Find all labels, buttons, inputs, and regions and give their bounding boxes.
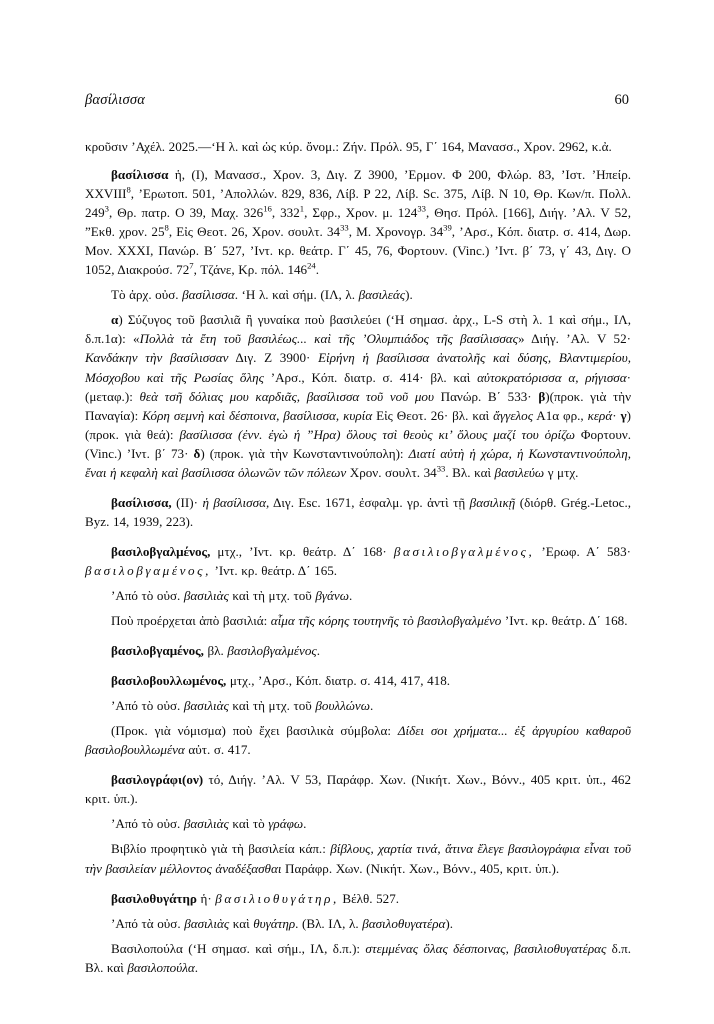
text-run: Βέλθ. 527.	[338, 890, 400, 906]
text-run: , Τζάνε, Κρ. πόλ. 146	[193, 262, 308, 278]
superscript: 24	[307, 260, 316, 271]
text-column	[85, 137, 631, 977]
text-run: Εἰς Θεοτ. 26· βλ. καὶ	[372, 407, 494, 423]
running-head: βασίλισσα	[85, 92, 146, 108]
superscript: 7	[189, 260, 194, 271]
text-run: κροῦσιν ’Αχέλ. 2025.—‘Η λ. καὶ ὡς κύρ. ὄνομ.: Ζήν. Πρόλ. 95, Γ΄ 164, Μανασσ., Χρον. 2962, κ.ἀ.	[85, 139, 612, 154]
text-run: . Βλ. καὶ	[445, 464, 495, 480]
text-run: μτχ., ’Αρσ., Κόπ. διατρ. σ. 414, 417, 418.	[226, 673, 451, 689]
text-run: .	[349, 587, 353, 603]
headword: βασίλισσα	[111, 167, 169, 183]
superscript: 33	[340, 222, 349, 233]
text-run: ’Από τὸ οὐσ.	[111, 816, 184, 832]
text-run: ἡ·	[196, 890, 216, 906]
text-run: ) Σύζυγος τοῦ βασιλιᾶ ἢ γυναίκα ποὺ βασιλεύει (‘Η σημασ. ἀρχ., L-S στὴ λ. 1 καὶ σήμ., ΙΛ, δ.π.1α): «	[85, 312, 631, 347]
quotation: βίβλους, χαρτία τινά, ἅτινα ἔλεγε βασιλογράφια εἶναι τοῦ τὴν βασιλείαν μέλλοντος ἀναδέξασθαι	[85, 841, 632, 876]
headword: βασιλοβγαμένος,	[111, 643, 204, 659]
entry-basilissa-1	[85, 165, 631, 279]
text-run: ’Από τὰ οὐσ.	[111, 915, 185, 931]
text-run: (διόρθ. Grég.-Letoc., Byz. 14, 1939, 223).	[85, 494, 632, 529]
etymology-note	[85, 814, 631, 833]
text-run: Φορτουν. (Vinc.) ’Ιντ. β΄ 73·	[85, 426, 632, 461]
cited-form: βασιλιὰς	[183, 587, 229, 603]
text-run: ’Ιντ. κρ. θεάτρ. Δ΄ 168.	[501, 613, 628, 629]
definition-block	[85, 721, 631, 759]
cited-form: βασιλικῇ	[469, 494, 516, 510]
text-run: ’Ιντ. κρ. θεάτρ. Δ΄ 165.	[210, 562, 338, 578]
paragraph-continuation	[85, 137, 631, 156]
cross-reference: αὐτοκρατόρισσα α, ρήγισσα	[477, 369, 627, 385]
text-run: ).	[445, 915, 454, 931]
text-run: γ μτχ.	[544, 464, 579, 480]
text-run: , ’Ερωτοπ. 501, ’Απολλών. 829, 836, Λίβ. P 22, Λίβ. Sc. 375, Λίβ. N 10, Θρ. Κων/π. Πολλ. 249	[85, 186, 631, 221]
text-run: .	[316, 643, 320, 659]
cross-reference: κερά	[587, 407, 613, 423]
text-run: Α1α φρ.,	[533, 407, 588, 423]
cited-form: βουλλώνω	[315, 698, 370, 714]
text-run: (Προκ. γιὰ νόμισμα) ποὺ ἔχει βασιλικὰ σύμβολα:	[111, 723, 398, 739]
quotation: θεὰ τσῆ δόλιας μου καρδιᾶς, βασίλισσα τοῦ νοῦ μου	[139, 388, 434, 404]
text-run: . ‘Η λ. καὶ σήμ. (ΙΛ, λ.	[234, 287, 359, 303]
etymology-note	[85, 285, 631, 304]
text-run: .	[194, 959, 199, 975]
etymology-note	[85, 586, 631, 605]
superscript: 8	[164, 222, 169, 233]
cited-form: γράφω	[268, 816, 304, 832]
quotation: Διατί αὐτὴ ἡ χώρα, ἡ Κωνσταντινούπολη, ἔναι ἡ κεφαλὴ καὶ βασίλισσα ὁλωνῶν τῶν πόλεων	[85, 445, 631, 480]
entry-basilothygatir	[85, 889, 631, 908]
text-run: ’Ερωφ. Α΄ 583·	[534, 543, 631, 559]
quotation: βασίλισσα (ἐνν. ἐγὼ ἡ ”Ηρα) ὅλους τσὶ θεοὺς κι’ ὅλους μαζί του ὁρίζω	[179, 426, 575, 442]
text-run: καὶ τὴ μτχ. τοῦ	[228, 698, 316, 714]
text-run: ) (προκ. γιὰ θεά):	[85, 407, 632, 442]
cross-reference: βασιλοπούλα	[127, 959, 195, 975]
variant-form: βασιλοβγαμένος,	[85, 562, 211, 578]
text-run: βλ.	[203, 643, 228, 659]
text-run: .	[315, 262, 320, 278]
text-run: , Εἰς Θεοτ. 26, Χρον. σουλτ. 34	[168, 224, 341, 240]
headword: βασιλοβγαλμένος,	[111, 543, 211, 559]
entry-basilovoullomenos	[85, 671, 631, 690]
cited-form: βασιλιὰς	[183, 698, 229, 714]
text-run: , Σφρ., Χρον. μ. 124	[304, 205, 418, 221]
text-run: (II)·	[171, 494, 203, 510]
text-run: Βιβλίο προφητικὸ γιὰ τὴ βασιλεία κάπ.:	[111, 841, 331, 857]
cited-form: θυγάτηρ	[253, 915, 296, 931]
text-run: Χρον. σουλτ. 34	[346, 464, 437, 480]
superscript: 16	[263, 203, 272, 214]
text-run: αὐτ. σ. 417.	[184, 742, 251, 758]
text-run: Πανώρ. Β΄ 533·	[433, 388, 539, 404]
text-run: Διγ. Esc. 1671, ἐσφαλμ. γρ. ἀντὶ τῇ	[269, 494, 470, 510]
text-run: μτχ., ’Ιντ. κρ. θεάτρ. Δ΄ 168·	[210, 543, 394, 559]
superscript: 33	[417, 203, 426, 214]
headword: βασιλογράφι(ον)	[111, 772, 204, 788]
text-run: ἡ, (I), Μανασσ., Χρον. 3, Διγ. Ζ 3900, ’Ερμον. Φ 200, Φλώρ. 83, ’Ιστ. ’Ηπείρ. XXVIII	[85, 167, 631, 202]
text-run: , ’Αρσ., Κόπ. διατρ. σ. 414, Δωρ. Μον. XXXI, Πανώρ. Β΄ 527, ’Ιντ. κρ. θεάτρ. Γ΄ 45, 76, Φορτουν. (Vinc.) ’Ιντ. β΄ 73, γ΄ 43, Διγ. Ο 1052, Διακρούσ. 72	[85, 224, 631, 278]
text-run: δ.π. Βλ. καὶ	[85, 940, 631, 975]
headword: βασίλισσα,	[111, 494, 172, 510]
text-run: ’Αρσ., Κόπ. διατρ. σ. 414· βλ. καὶ	[263, 369, 478, 385]
superscript: 33	[436, 463, 446, 474]
text-run: ).	[405, 287, 413, 303]
text-run: ·	[612, 407, 621, 423]
variant-form: βασιλιοβγαλμένος,	[393, 543, 535, 559]
sense-label-gamma: γ	[620, 407, 627, 423]
text-run: καὶ τὸ	[228, 816, 269, 832]
definition-block	[85, 839, 631, 877]
quotation: Δίδει σοι χρήματα... ἐξ ἀργυρίου καθαροῦ βασιλοβουλλωμένα	[85, 723, 631, 758]
text-run: καὶ	[229, 915, 254, 931]
text-run: » Διήγ. ’Αλ. V 52·	[517, 331, 631, 347]
quotation: Πολλὰ τὰ ἔτη τοῦ βασιλέως... καὶ τῆς ’Ολυμπιάδος τῆς βασίλισσας	[139, 331, 518, 347]
cross-reference: βασιλοβγαλμένος	[227, 643, 317, 659]
text-run: Παράφρ. Χων. (Νικήτ. Χων., Βόνν., 405, κριτ. ὑπ.).	[281, 860, 560, 876]
text-run: . (Βλ. ΙΛ, λ.	[295, 915, 363, 931]
text-run: Ποὺ προέρχεται ἀπὸ βασιλιά:	[111, 613, 271, 629]
text-run: .	[303, 816, 307, 832]
superscript: 39	[443, 222, 452, 233]
text-run: , 332	[271, 205, 300, 221]
headword: βασιλοθυγάτηρ	[111, 890, 197, 906]
cited-form: βασιλιὰς	[183, 816, 229, 832]
cross-reference: ἄγγελος	[493, 407, 534, 423]
sense-label-delta: δ	[193, 445, 201, 461]
entry-basilovgalmenos	[85, 542, 631, 580]
text-run: ’Από τὸ οὐσ.	[111, 587, 184, 603]
quotation: Κόρη σεμνὴ καὶ δέσποινα, βασίλισσα, κυρία	[142, 407, 373, 423]
cited-form: βγάνω	[315, 587, 349, 603]
etymology-note	[85, 696, 631, 715]
cited-form: βασιλεάς	[358, 287, 406, 303]
sense-label-alpha: α	[111, 312, 119, 328]
cross-reference: βασιλεύω	[494, 464, 545, 480]
quotation: στεμμένας ὅλας δέσποινας, βασιλιοθυγατέρας	[365, 940, 607, 956]
text-run: καὶ τὴ μτχ. τοῦ	[228, 587, 316, 603]
cross-reference: βασιλοθυγατέρα	[362, 915, 446, 931]
text-run: )(προκ. γιὰ τὴν Παναγία):	[85, 388, 631, 423]
text-run: , Μ. Χρονογρ. 34	[348, 224, 444, 240]
etymology-note	[85, 914, 631, 933]
cited-form: βασίλισσα	[182, 287, 235, 303]
text-run: Βασιλοπούλα (‘Η σημασ. καὶ σήμ., ΙΛ, δ.π.):	[111, 940, 366, 956]
text-run: .	[370, 698, 374, 714]
quotation: Κανδάκην τὴν βασίλισσαν	[85, 350, 229, 366]
sense-block	[85, 310, 631, 481]
quotation: Εἰρήνη ἡ βασίλισσα ἀνατολῆς καὶ δύσης, Βλαντιμερίου, Μόσχοβου καὶ τῆς Ρωσίας ὅλης	[85, 350, 631, 385]
superscript: 1	[299, 203, 305, 214]
page-number: 60	[614, 92, 629, 108]
quotation: αἷμα τῆς κόρης τουτηνῆς τὸ βασιλοβγαλμένο	[270, 613, 502, 629]
superscript: 3	[104, 203, 109, 214]
quotation: ἡ βασίλισσα,	[202, 494, 270, 510]
text-run: · (μεταφ.):	[85, 369, 631, 404]
definition-block	[85, 611, 631, 630]
entry-basilografion	[85, 770, 631, 808]
entry-basilovgamenos	[85, 641, 631, 660]
cited-form: βασιλιὰς	[184, 915, 230, 931]
text-run: , Θησ. Πρόλ. [166], Διήγ. ’Αλ. V 52, ”Εκθ. χρον. 25	[85, 205, 631, 240]
page-header	[85, 92, 629, 114]
variant-form: βασιλιοθυγάτηρ,	[215, 890, 339, 906]
text-run: τό, Διήγ. ’Αλ. V 53, Παράφρ. Χων. (Νικήτ. Χων., Βόνν., 405 κριτ. ὑπ., 462 κριτ. ὑπ.).	[85, 772, 631, 807]
text-run: ’Από τὸ οὐσ.	[111, 698, 184, 714]
text-run: , Θρ. πατρ. O 39, Μαχ. 326	[108, 205, 264, 221]
definition-block	[85, 939, 631, 977]
text-run: Τὸ ἀρχ. οὐσ.	[111, 287, 183, 303]
entry-basilissa-2	[85, 493, 631, 531]
text-run: Διγ. Ζ 3900·	[228, 350, 319, 366]
superscript: 8	[126, 184, 131, 195]
headword: βασιλοβουλλωμένος,	[111, 673, 227, 689]
sense-label-beta: β	[538, 388, 546, 404]
text-run: ) (προκ. γιὰ τὴν Κωνσταντινούπολη):	[200, 445, 409, 461]
